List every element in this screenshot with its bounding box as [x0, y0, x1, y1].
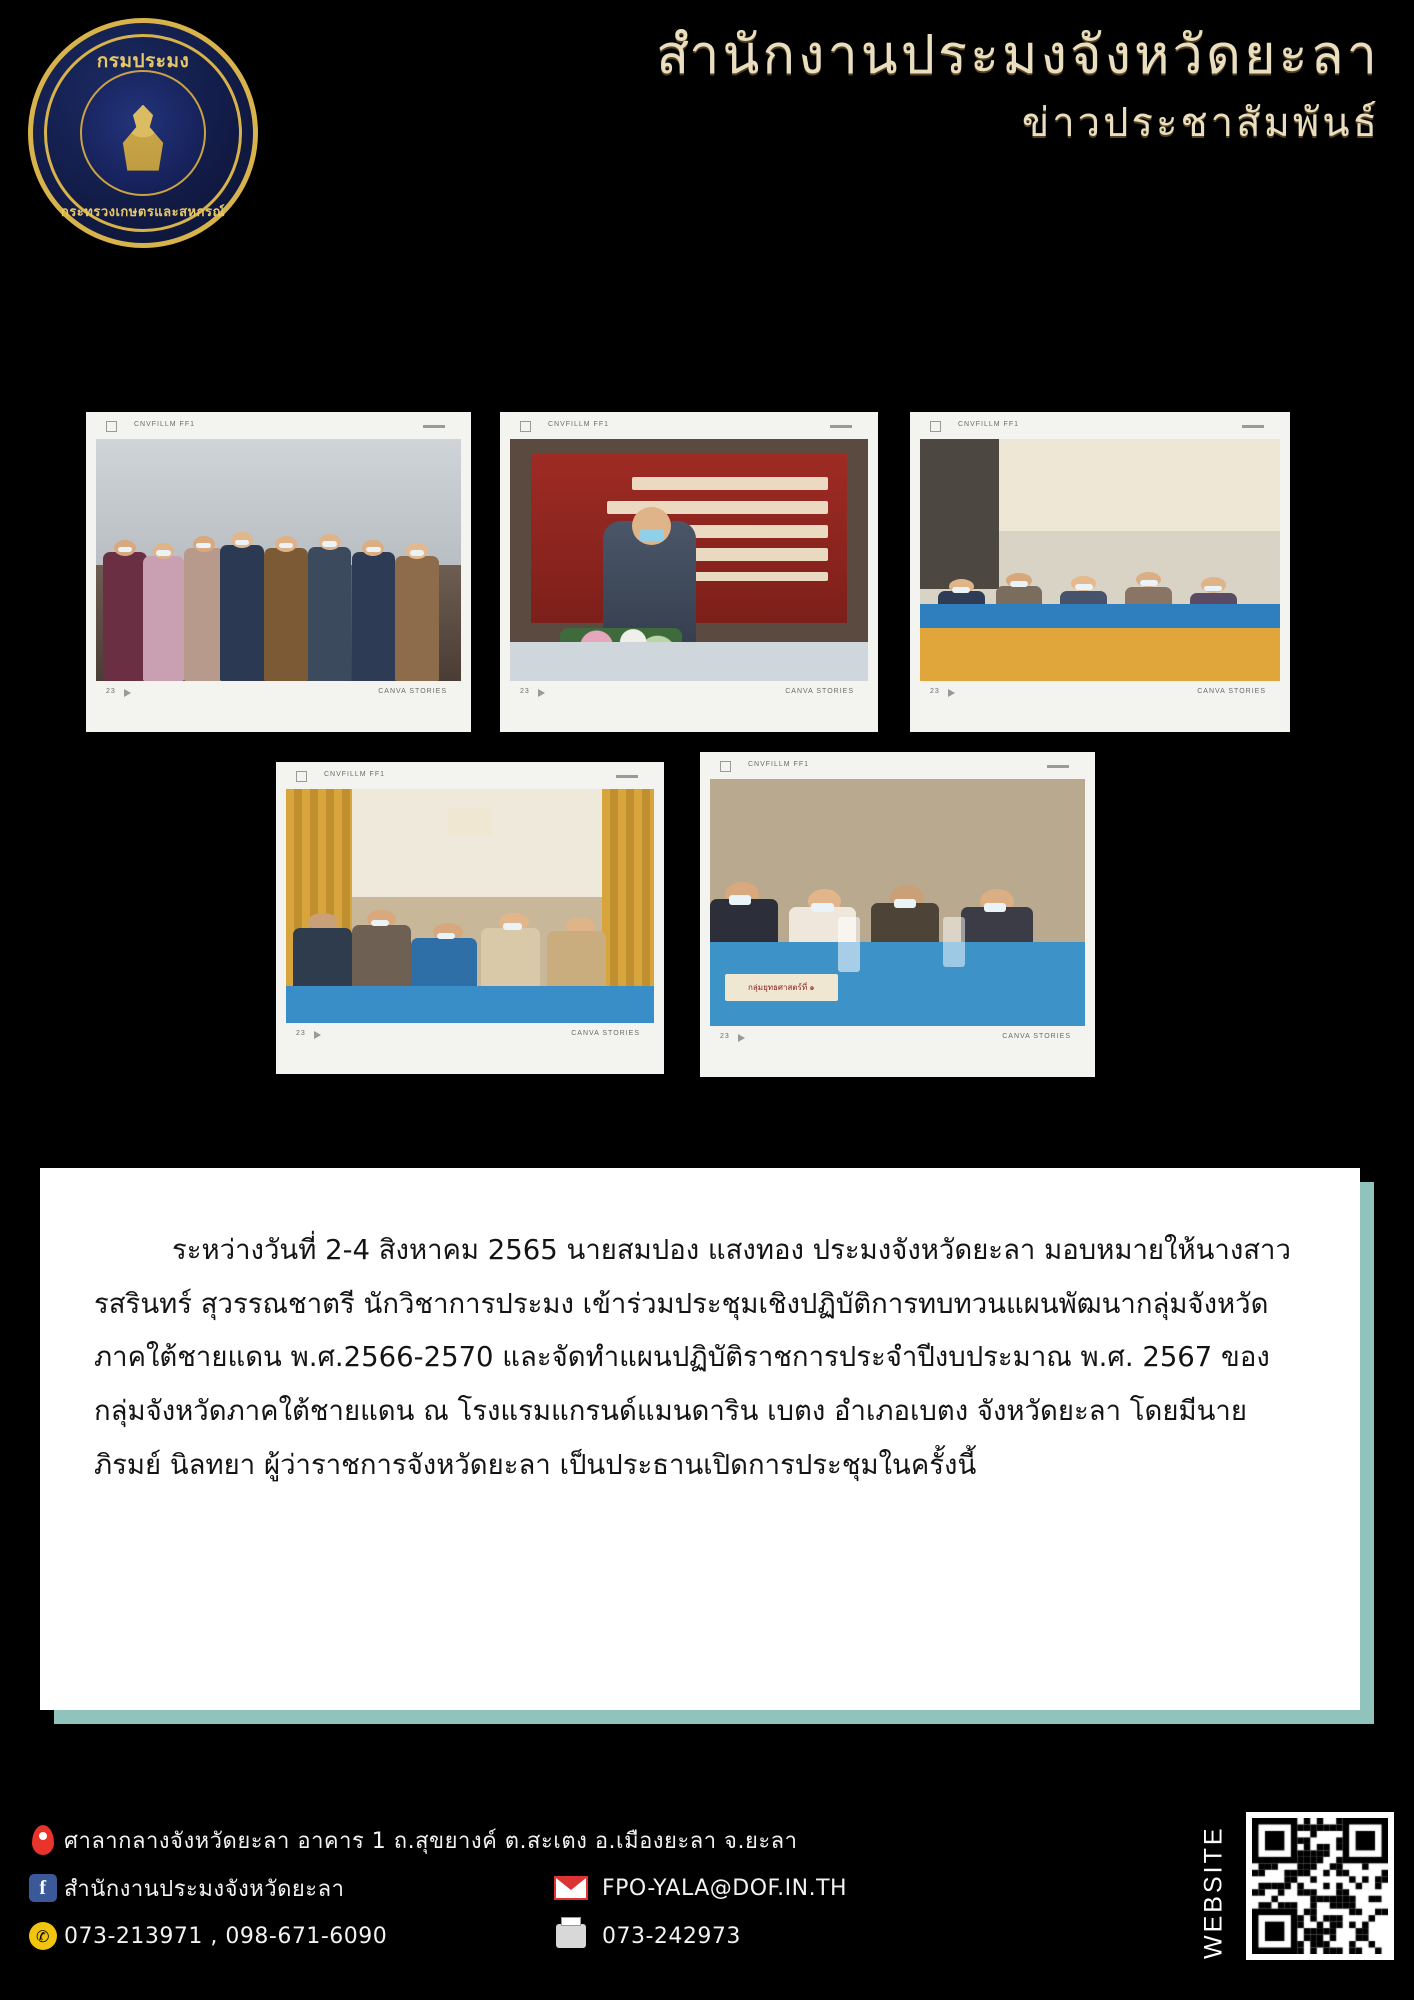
brand-label-4: CANVA STORIES — [571, 1030, 640, 1037]
address-text: ศาลากลางจังหวัดยะลา อาคาร 1 ถ.สุขยางค์ ต.สะเตง อ.เมืองยะลา จ.ยะลา — [64, 1828, 798, 1854]
photo-5-image — [710, 779, 1085, 1026]
department-of-fisheries-logo — [28, 18, 258, 248]
brand-label-5: CANVA STORIES — [1002, 1033, 1071, 1040]
film-strip-top-5 — [710, 760, 1085, 774]
frame-number-1: 23 — [106, 688, 116, 695]
photo-3-image — [920, 439, 1280, 681]
film-strip-bottom-1 — [96, 686, 461, 700]
photo-frame-1 — [86, 412, 471, 732]
photo-gallery — [0, 272, 1414, 1072]
contact-row-facebook-email — [22, 1864, 1082, 1912]
website-qr-block — [1194, 1812, 1394, 1972]
poster-header — [0, 0, 1414, 272]
phone-icon: ✆ — [22, 1922, 64, 1950]
film-strip-bottom-5 — [710, 1031, 1085, 1045]
phone-numbers: 073-213971 , 098-671-6090 — [64, 1923, 388, 1949]
header-title-block — [656, 24, 1380, 154]
photo-4-image — [286, 789, 654, 1023]
film-strip-top-4 — [286, 770, 654, 784]
film-label-2: CNVFILLM FF1 — [548, 421, 610, 428]
wall-sign — [448, 808, 492, 836]
film-strip-top-3 — [920, 420, 1280, 434]
website-label: WEBSITE — [1199, 1825, 1228, 1959]
qr-code[interactable] — [1246, 1812, 1394, 1960]
facebook-icon: f — [22, 1874, 64, 1902]
page-title: สำนักงานประมงจังหวัดยะลา — [656, 23, 1380, 86]
photo-frame-3 — [910, 412, 1290, 732]
photo-1-image — [96, 439, 461, 681]
logo-bottom-text: กระทรวงเกษตรและสหกรณ์ — [60, 204, 226, 219]
film-label-4: CNVFILLM FF1 — [324, 771, 386, 778]
photo-frame-4 — [276, 762, 664, 1074]
film-label-5: CNVFILLM FF1 — [748, 761, 810, 768]
location-pin-icon — [22, 1825, 64, 1855]
contact-row-address — [22, 1816, 1082, 1864]
email-group — [550, 1876, 847, 1901]
film-strip-bottom-3 — [920, 686, 1280, 700]
table-group-sign: กลุ่มยุทธศาสตร์ที่ ๑ — [725, 974, 838, 1001]
photo-2-image — [510, 439, 868, 681]
film-strip-top-2 — [510, 420, 868, 434]
film-strip-bottom-2 — [510, 686, 868, 700]
logo-top-text: กรมประมง — [96, 51, 190, 72]
contact-row-phone-fax — [22, 1912, 1082, 1960]
facebook-page-name: สำนักงานประมงจังหวัดยะลา — [64, 1876, 345, 1902]
fax-number: 073-242973 — [602, 1923, 741, 1949]
news-body-card-wrapper — [40, 1168, 1374, 1724]
page-subtitle: ข่าวประชาสัมพันธ์ — [1021, 100, 1380, 147]
film-label-3: CNVFILLM FF1 — [958, 421, 1020, 428]
film-label-1: CNVFILLM FF1 — [134, 421, 196, 428]
news-body-card — [40, 1168, 1360, 1710]
brand-label-3: CANVA STORIES — [1197, 688, 1266, 695]
frame-number-3: 23 — [930, 688, 940, 695]
contact-info-block — [22, 1816, 1082, 1960]
frame-number-4: 23 — [296, 1030, 306, 1037]
photo-frame-2 — [500, 412, 878, 732]
fax-icon — [550, 1924, 592, 1948]
poster-footer — [0, 1790, 1414, 2000]
mail-icon — [550, 1876, 592, 1900]
brand-label-1: CANVA STORIES — [378, 688, 447, 695]
photo-frame-5 — [700, 752, 1095, 1077]
frame-number-2: 23 — [520, 688, 530, 695]
film-strip-bottom-4 — [286, 1028, 654, 1042]
brand-label-2: CANVA STORIES — [785, 688, 854, 695]
news-paragraph: ระหว่างวันที่ 2-4 สิงหาคม 2565 นายสมปอง แสงทอง ประมงจังหวัดยะลา มอบหมายให้นางสาวรสรินทร์ สุวรรณชาตรี นักวิชาการประมง เข้าร่วมประชุมเชิงปฏิบัติการทบทวนแผนพัฒนากลุ่มจังหวัดภาคใต้ชายแดน พ.ศ.2566-2570 และจัดทำแผนปฏิบัติราชการประจำปีงบประมาณ พ.ศ. 2567 ของกลุ่มจังหวัดภาคใต้ชายแดน ณ โรงแรมแกรนด์แมนดาริน เบตง อำเภอเบตง จังหวัดยะลา โดยมีนายภิรมย์ นิลทยา ผู้ว่าราชการจังหวัดยะลา เป็นประธานเปิดการประชุมในครั้งนี้ — [94, 1234, 1291, 1481]
email-text[interactable]: FPO-YALA@DOF.IN.TH — [602, 1875, 848, 1901]
fax-group — [550, 1924, 741, 1949]
frame-number-5: 23 — [720, 1033, 730, 1040]
film-strip-top-1 — [96, 420, 461, 434]
